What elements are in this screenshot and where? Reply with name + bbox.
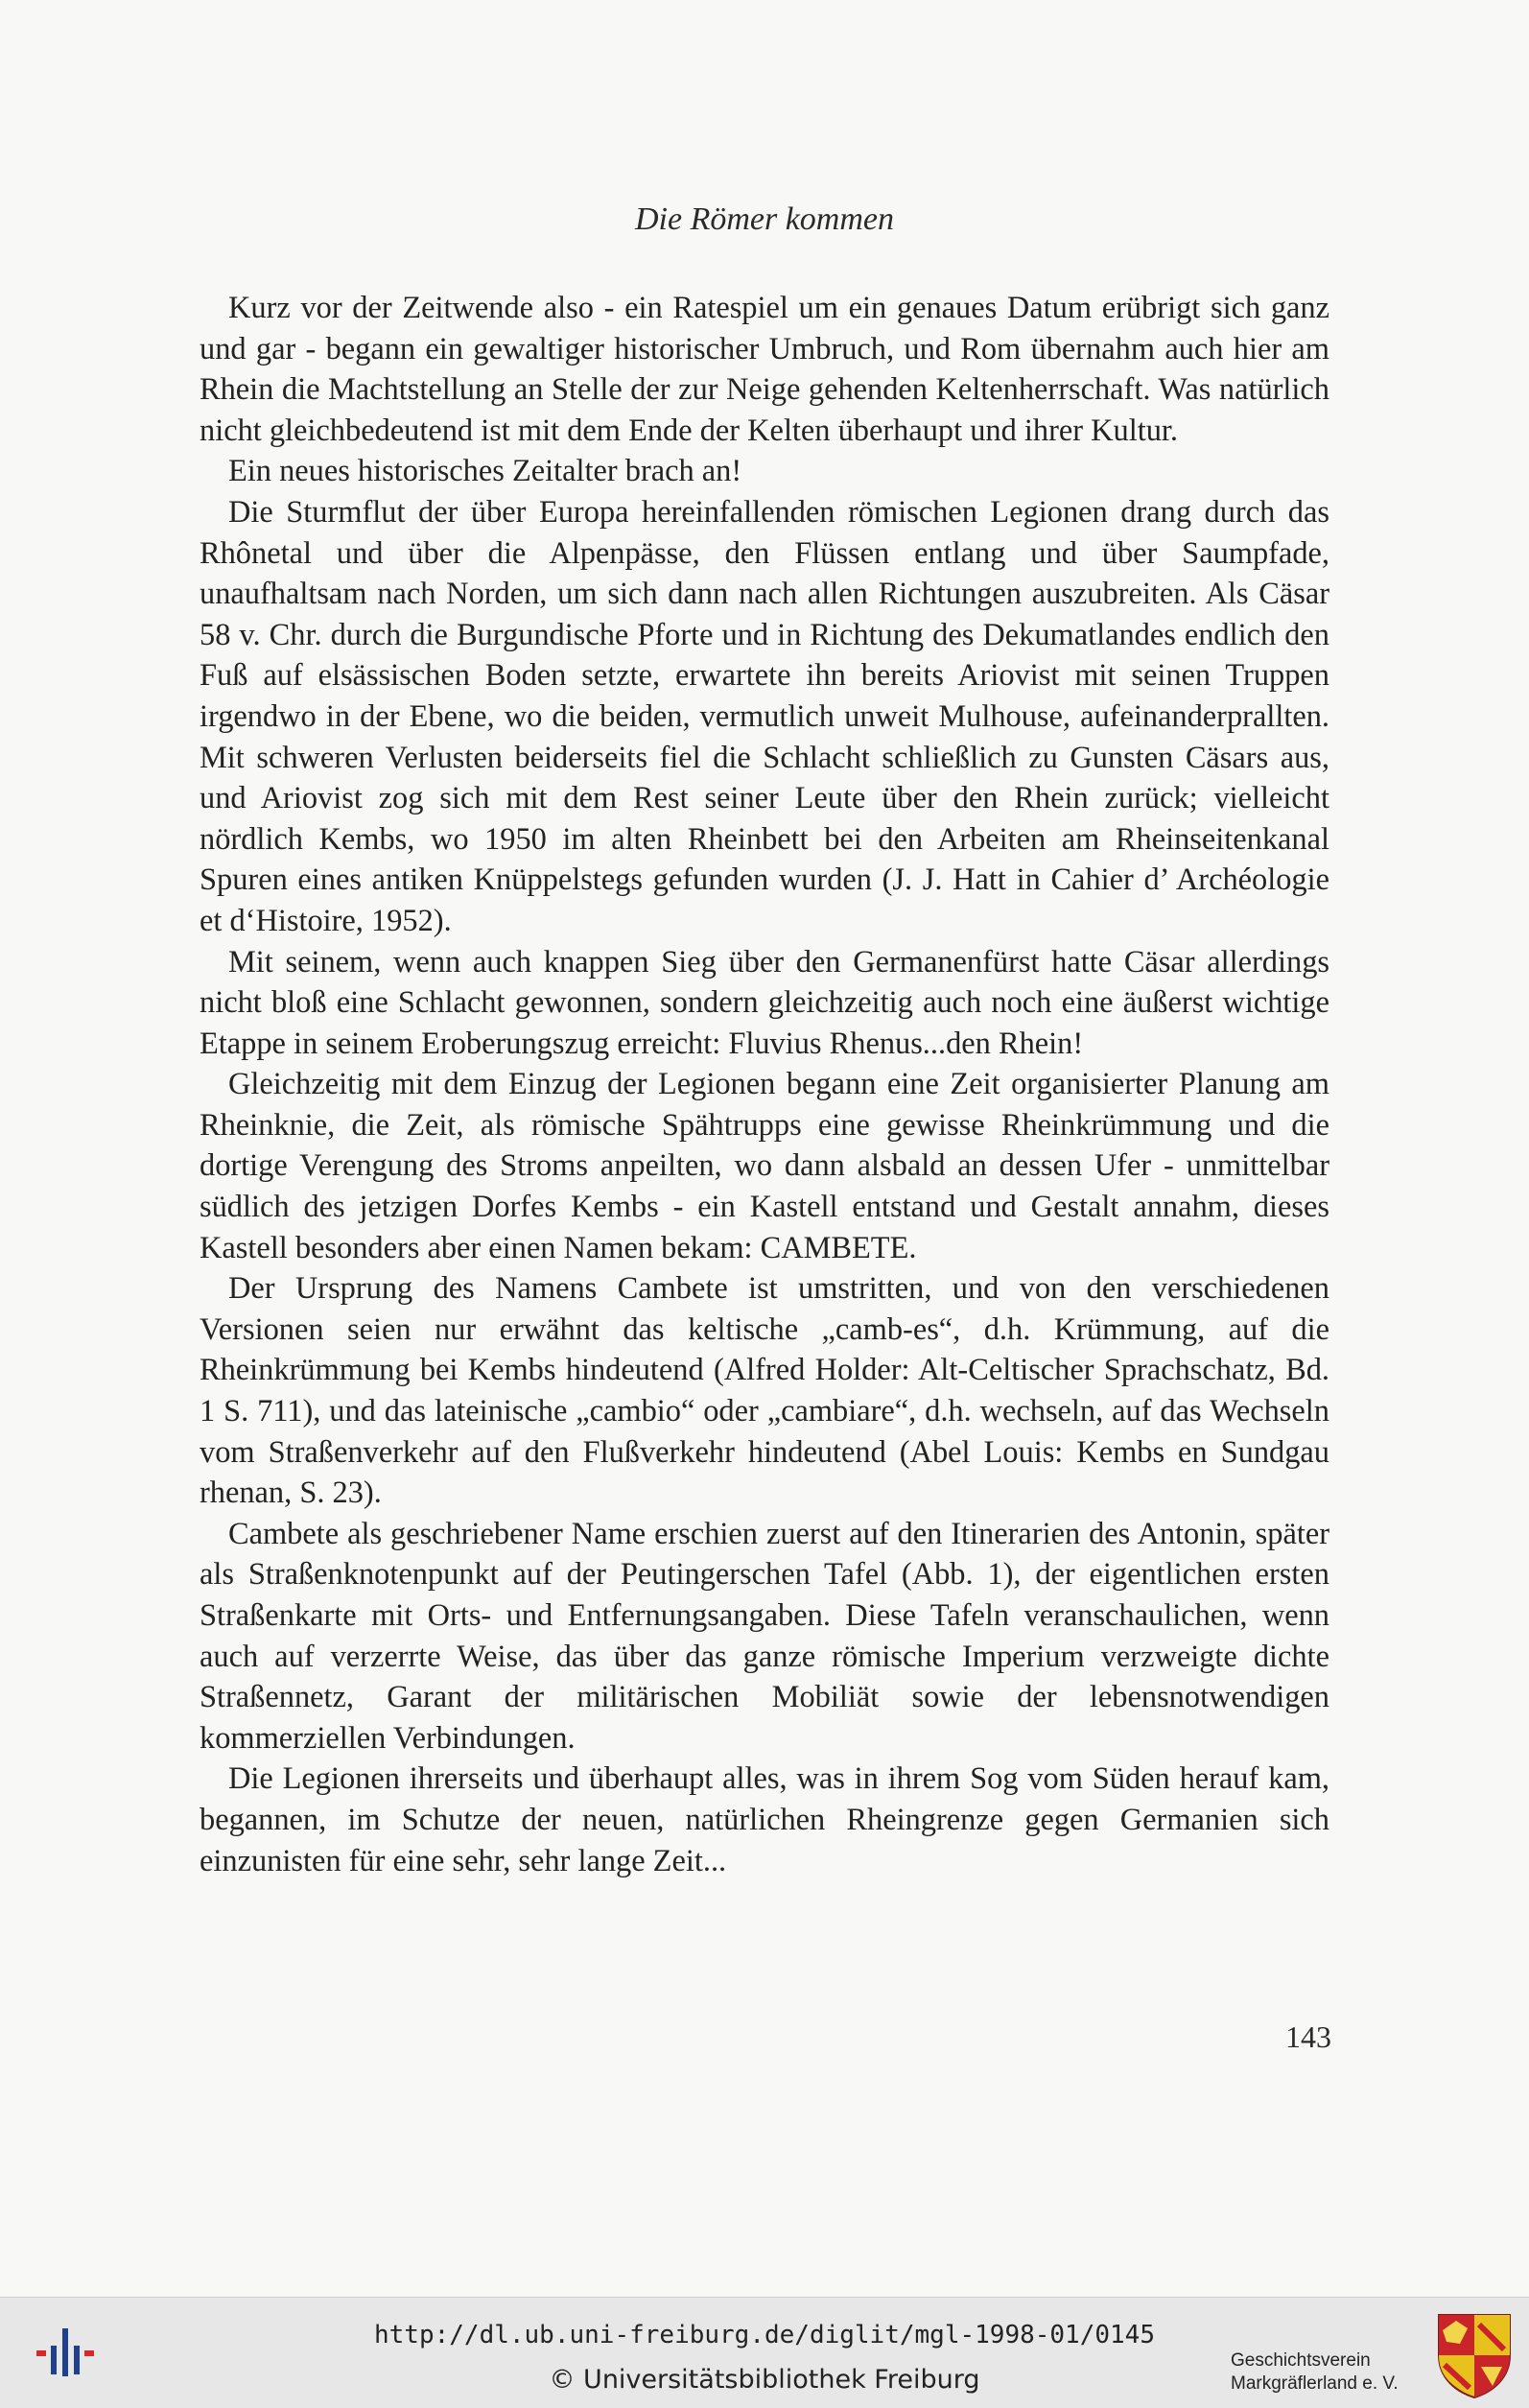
paragraph-1: Kurz vor der Zeitwende also - ein Ratespiel um ein genaues Datum erübrigt sich ganz und gar - begann ein gewaltiger historischer Umbruch, und Rom übernahm auch hier am Rhein die Machtstellung an Stelle der zur Neige gehenden Keltenherrschaft. Was natürlich nicht gleichbedeutend ist mit dem Ende der Kelten überhaupt und ihrer Kultur. bbox=[200, 291, 1329, 448]
viewer-footer bbox=[0, 2297, 1529, 2408]
paragraph-7: Cambete als geschriebener Name erschien zuerst auf den Itinerarien des Antonin, später als Straßenknotenpunkt auf der Peutingerschen Tafel (Abb. 1), der eigentlichen ersten Straßenkarte mit Orts- und Entfernungsangaben. Diese Tafeln veranschaulichen, wenn auch auf verzerrte Weise, das über das ganze römische Imperium verzweigte dichte Straßennetz, Garant der militärischen Mobiliät sowie der lebensnotwendigen kommerziellen Verbindungen. bbox=[200, 1516, 1329, 1756]
society-name-line-2: Markgräflerland e. V. bbox=[1231, 2373, 1399, 2394]
footer-url-link[interactable]: http://dl.ub.uni-freiburg.de/diglit/mgl-1998-01/0145 bbox=[374, 2321, 1155, 2349]
paragraph-4: Mit seinem, wenn auch knappen Sieg über den Germanenfürst hatte Cäsar allerdings nicht bloß eine Schlacht gewonnen, sondern gleichzeitig auch noch eine äußerst wichtige Etappe in seinem Eroberungszug erreicht: Fluvius Rhenus...den Rhein! bbox=[200, 944, 1329, 1061]
coat-of-arms-icon bbox=[1435, 2311, 1514, 2399]
paragraph-2: Ein neues historisches Zeitalter brach an! bbox=[228, 454, 742, 489]
footer-copyright: © Universitätsbibliothek Freiburg bbox=[549, 2365, 980, 2395]
paragraph-6: Der Ursprung des Namens Cambete ist umstritten, und von den verschiedenen Versionen seien nur erwähnt das keltische „camb-es“, d.h. Krümmung, auf die Rheinkrümmung bei Kembs hindeutend (Alfred Holder: Alt-Celtischer Sprachschatz, Bd. 1 S. 711), und das lateinische „cambio“ oder „cambiare“, d.h. wechseln, auf das Wechseln vom Straßenverkehr auf den Flußverkehr hindeutend (Abel Louis: Kembs en Sundgau rhenan, S. 23). bbox=[200, 1271, 1329, 1511]
paragraph-3: Die Sturmflut der über Europa hereinfallenden römischen Legionen drang durch das Rhônetal und über die Alpenpässe, den Flüssen entlang und über Saumpfade, unaufhaltsam nach Norden, um sich dann nach allen Richtungen auszubreiten. Als Cäsar 58 v. Chr. durch die Burgundische Pforte und in Richtung des Dekumatlandes endlich den Fuß auf elsässischen Boden setzte, erwartete ihn bereits Ariovist mit seinen Truppen irgendwo in der Ebene, wo die beiden, vermutlich unweit Mulhouse, aufeinanderprallten. Mit schweren Verlusten beiderseits fiel die Schlacht schließlich zu Gunsten Cäsars aus, und Ariovist zog sich mit dem Rest seiner Leute über den Rhein zurück; vielleicht nördlich Kembs, wo 1950 im alten Rheinbett bei den Arbeiten am Rheinseitenkanal Spuren eines antiken Knüppelstegs gefunden wurden (J. J. Hatt in Cahier d’ Archéologie et d‘Histoire, 1952). bbox=[200, 494, 1329, 938]
body-text bbox=[200, 288, 1329, 1881]
society-name-line-1: Geschichtsverein bbox=[1231, 2350, 1371, 2371]
paragraph-8: Die Legionen ihrerseits und überhaupt alles, was in ihrem Sog vom Süden herauf kam, begannen, im Schutze der neuen, natürlichen Rheingrenze gegen Germanien sich einzunisten für eine sehr, sehr lange Zeit... bbox=[200, 1761, 1329, 1878]
page-number: 143 bbox=[1285, 2019, 1331, 2054]
running-head: Die Römer kommen bbox=[634, 201, 895, 237]
paragraph-5: Gleichzeitig mit dem Einzug der Legionen begann eine Zeit organisierter Planung am Rheinknie, die Zeit, als römische Spähtrupps eine gewisse Rheinkrümmung und die dortige Verengung des Stroms anpeilten, wo dann alsbald an dessen Ufer - unmittelbar südlich des jetzigen Dorfes Kembs - ein Kastell entstand und Gestalt annahm, dieses Kastell besonders aber einen Namen bekam: CAMBETE. bbox=[200, 1067, 1329, 1265]
society-name bbox=[1231, 2349, 1399, 2396]
